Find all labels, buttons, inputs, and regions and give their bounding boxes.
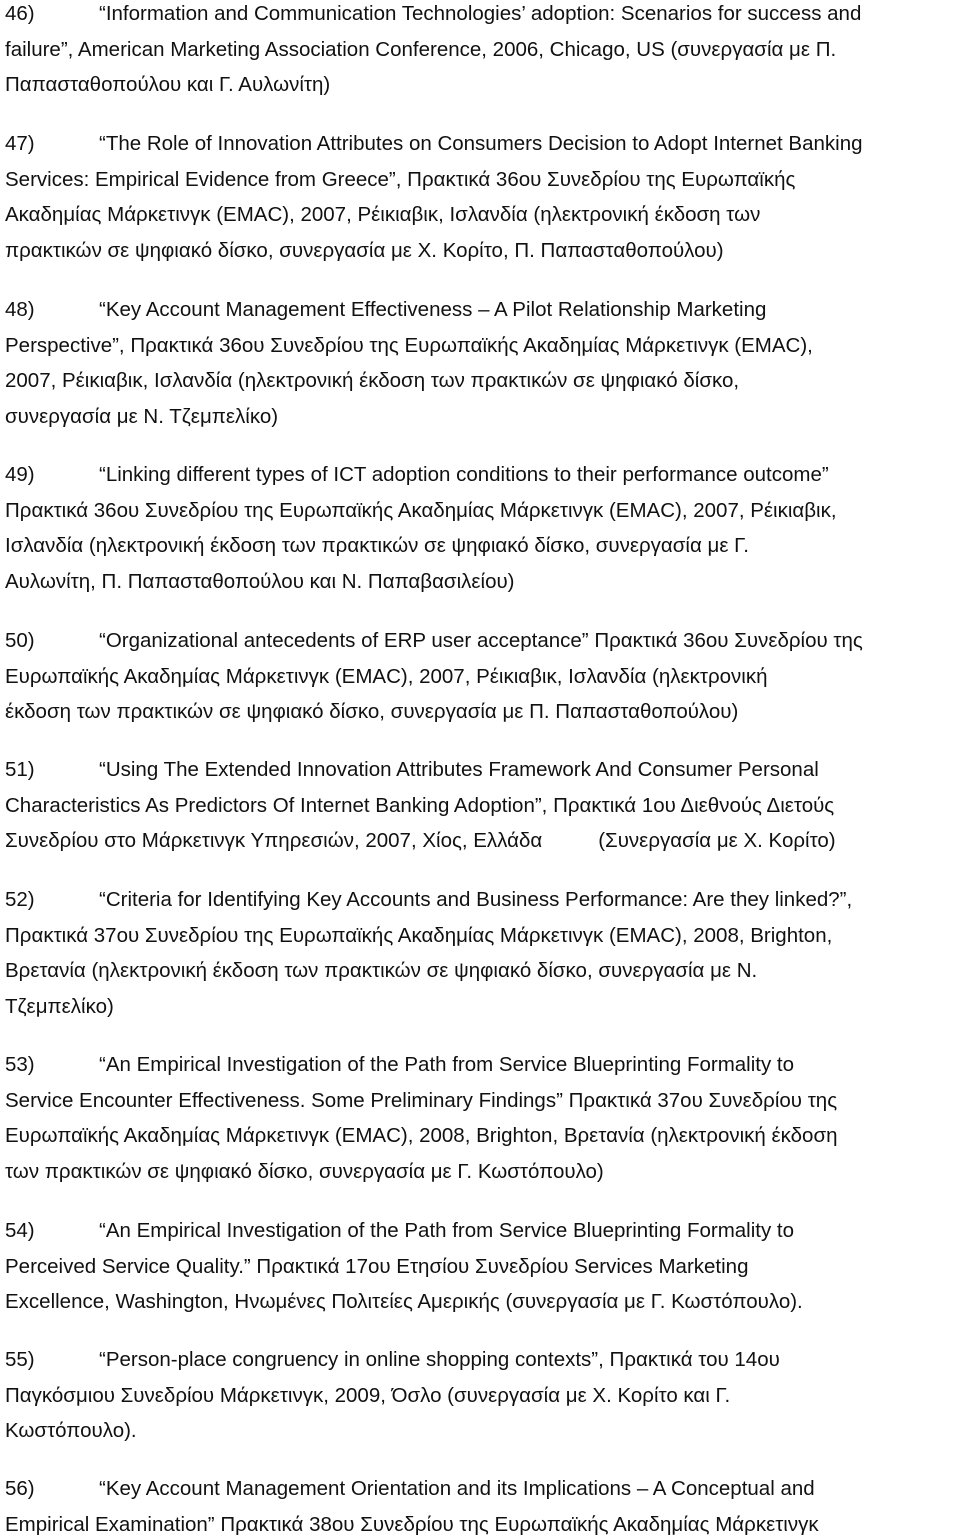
entry-text: “Key Account Management Effectiveness – A Pilot Relationship Marketing bbox=[99, 298, 767, 321]
entry-line: Τζεμπελίκο) bbox=[5, 995, 114, 1019]
entry-line: Παγκόσμιου Συνεδρίου Μάρκετινγκ, 2009, Όσλο (συνεργασία με Χ. Κορίτο και Γ. bbox=[5, 1383, 731, 1407]
entry-text: “Linking different types of ICT adoption conditions to their performance outcome” bbox=[99, 463, 829, 486]
publication-entry-54 bbox=[5, 1213, 960, 1320]
entry-text: “Organizational antecedents of ERP user acceptance” Πρακτικά 36ου Συνεδρίου της bbox=[99, 629, 863, 652]
entry-line: Βρετανία (ηλεκτρονική έκδοση των πρακτικών σε ψηφιακό δίσκο, συνεργασία με Ν. bbox=[5, 959, 758, 983]
publication-entry-51 bbox=[5, 752, 960, 859]
publication-entry-53 bbox=[5, 1047, 960, 1190]
entry-number: 46) bbox=[5, 2, 35, 25]
entry-line bbox=[5, 1047, 960, 1083]
publication-entry-49 bbox=[5, 457, 960, 600]
entry-line: Ευρωπαϊκής Ακαδημίας Μάρκετινγκ (EMAC), 2008, Brighton, Βρετανία (ηλεκτρονική έκδοση bbox=[5, 1124, 838, 1148]
entry-line: πρακτικών σε ψηφιακό δίσκο, συνεργασία με Χ. Κορίτο, Π. Παπασταθοπούλου) bbox=[5, 239, 724, 263]
entry-number: 55) bbox=[5, 1348, 35, 1371]
entry-text: “An Empirical Investigation of the Path from Service Blueprinting Formality to bbox=[99, 1219, 795, 1242]
entry-line: Παπασταθοπούλου και Γ. Αυλωνίτη) bbox=[5, 73, 331, 97]
entry-line bbox=[5, 457, 960, 493]
entry-line: 2007, Ρέικιαβικ, Ισλανδία (ηλεκτρονική έκδοση των πρακτικών σε ψηφιακό δίσκο, bbox=[5, 369, 740, 393]
entry-text: “An Empirical Investigation of the Path from Service Blueprinting Formality to bbox=[99, 1053, 795, 1076]
entry-line bbox=[5, 823, 960, 859]
entry-line bbox=[5, 1471, 960, 1507]
publication-entry-48 bbox=[5, 292, 960, 435]
entry-collaboration: (Συνεργασία με Χ. Κορίτο) bbox=[598, 829, 836, 853]
entry-line bbox=[5, 0, 960, 32]
entry-number: 56) bbox=[5, 1477, 35, 1500]
publication-entry-47 bbox=[5, 126, 960, 269]
entry-line: Πρακτικά 36ου Συνεδρίου της Ευρωπαϊκής Ακαδημίας Μάρκετινγκ (EMAC), 2007, Ρέικιαβικ, bbox=[5, 498, 837, 522]
publication-entry-46 bbox=[5, 0, 960, 103]
entry-line: Empirical Examination” Πρακτικά 38ου Συνεδρίου της Ευρωπαϊκής Ακαδημίας Μάρκετινγκ bbox=[5, 1512, 819, 1536]
entry-line: συνεργασία με Ν. Τζεμπελίκο) bbox=[5, 405, 279, 429]
entry-text: “Criteria for Identifying Key Accounts and Business Performance: Are they linked?”, bbox=[99, 888, 853, 911]
entry-line: Services: Empirical Evidence from Greece”, Πρακτικά 36ου Συνεδρίου της Ευρωπαϊκής bbox=[5, 167, 796, 191]
entry-number: 52) bbox=[5, 888, 35, 911]
entry-number: 49) bbox=[5, 463, 35, 486]
entry-line: Characteristics As Predictors Of Internet Banking Adoption”, Πρακτικά 1ου Διεθνούς Διετούς bbox=[5, 793, 835, 817]
publication-entry-56 bbox=[5, 1471, 960, 1540]
entry-line: Ευρωπαϊκής Ακαδημίας Μάρκετινγκ (EMAC), 2007, Ρέικιαβικ, Ισλανδία (ηλεκτρονική bbox=[5, 664, 768, 688]
entry-number: 54) bbox=[5, 1219, 35, 1242]
entry-text: “Using The Extended Innovation Attributes Framework And Consumer Personal bbox=[99, 758, 819, 781]
entry-line bbox=[5, 882, 960, 918]
entry-line: Πρακτικά 37ου Συνεδρίου της Ευρωπαϊκής Ακαδημίας Μάρκετινγκ (EMAC), 2008, Brighton, bbox=[5, 923, 833, 947]
entry-line bbox=[5, 1342, 960, 1378]
entry-number: 48) bbox=[5, 298, 35, 321]
entry-number: 50) bbox=[5, 629, 35, 652]
entry-line: Ακαδημίας Μάρκετινγκ (EMAC), 2007, Ρέικιαβικ, Ισλανδία (ηλεκτρονική έκδοση των bbox=[5, 203, 761, 227]
entry-line: Perceived Service Quality.” Πρακτικά 17ου Ετησίου Συνεδρίου Services Marketing bbox=[5, 1254, 749, 1278]
entry-line: Perspective”, Πρακτικά 36ου Συνεδρίου της Ευρωπαϊκής Ακαδημίας Μάρκετινγκ (EMAC), bbox=[5, 333, 813, 357]
publication-entry-52 bbox=[5, 882, 960, 1025]
entry-line bbox=[5, 1213, 960, 1249]
entry-line: Κωστόπουλο). bbox=[5, 1419, 137, 1443]
entry-number: 51) bbox=[5, 758, 35, 781]
entry-line bbox=[5, 126, 960, 162]
publication-entry-55 bbox=[5, 1342, 960, 1449]
entry-text: “Person-place congruency in online shopping contexts”, Πρακτικά του 14ου bbox=[99, 1348, 780, 1371]
entry-text: “The Role of Innovation Attributes on Consumers Decision to Adopt Internet Banking bbox=[99, 132, 863, 155]
entry-line: των πρακτικών σε ψηφιακό δίσκο, συνεργασία με Γ. Κωστόπουλο) bbox=[5, 1160, 604, 1184]
publication-entry-50 bbox=[5, 623, 960, 730]
entry-line bbox=[5, 292, 960, 328]
entry-line: failure”, American Marketing Association Conference, 2006, Chicago, US (συνεργασία με Π. bbox=[5, 37, 837, 61]
entry-line: Service Encounter Effectiveness. Some Preliminary Findings” Πρακτικά 37ου Συνεδρίου της bbox=[5, 1088, 838, 1112]
entry-number: 53) bbox=[5, 1053, 35, 1076]
entry-number: 47) bbox=[5, 132, 35, 155]
entry-line: Ισλανδία (ηλεκτρονική έκδοση των πρακτικών σε ψηφιακό δίσκο, συνεργασία με Γ. bbox=[5, 534, 749, 558]
entry-line bbox=[5, 752, 960, 788]
entry-text: “Information and Communication Technologies’ adoption: Scenarios for success and bbox=[99, 2, 862, 25]
entry-line bbox=[5, 623, 960, 659]
entry-text: Συνεδρίου στο Μάρκετινγκ Υπηρεσιών, 2007, Χίος, Ελλάδα bbox=[5, 829, 543, 853]
entry-line: Αυλωνίτη, Π. Παπασταθοπούλου και Ν. Παπαβασιλείου) bbox=[5, 570, 515, 594]
entry-text: “Key Account Management Orientation and its Implications – A Conceptual and bbox=[99, 1477, 815, 1500]
entry-line: Excellence, Washington, Ηνωμένες Πολιτείες Αμερικής (συνεργασία με Γ. Κωστόπουλο). bbox=[5, 1290, 803, 1314]
entry-line: έκδοση των πρακτικών σε ψηφιακό δίσκο, συνεργασία με Π. Παπασταθοπούλου) bbox=[5, 700, 739, 724]
